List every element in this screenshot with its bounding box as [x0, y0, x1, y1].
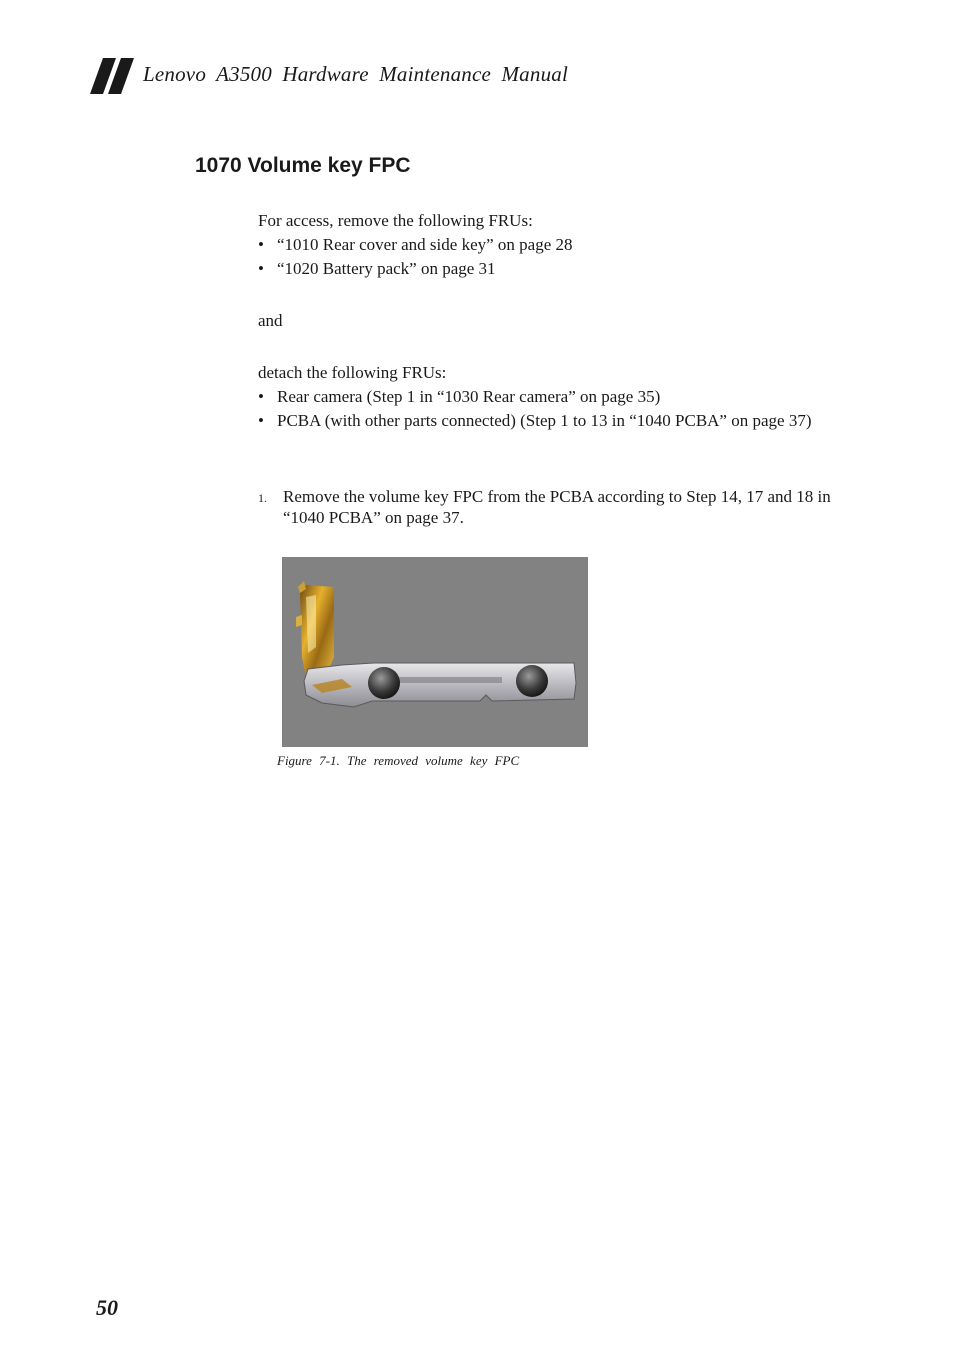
- header-title: Lenovo A3500 Hardware Maintenance Manual: [143, 62, 569, 86]
- bullet-icon: •: [258, 259, 264, 278]
- double-slash-icon: [90, 58, 134, 94]
- detach-intro: detach the following FRUs:: [258, 363, 447, 382]
- access-intro: For access, remove the following FRUs:: [258, 211, 533, 230]
- figure-photo: [282, 557, 588, 747]
- list-item-text: PCBA (with other parts connected) (Step 1 to 13 in “1040 PCBA” on page 37): [277, 411, 812, 430]
- list-item: [258, 385, 660, 409]
- page-number: 50: [96, 1295, 118, 1320]
- step-text: Remove the volume key FPC from the PCBA according to Step 14, 17 and 18 in “1040 PCBA” on page 37.: [283, 487, 831, 527]
- section-title: 1070 Volume key FPC: [195, 154, 411, 177]
- list-item: [258, 257, 496, 281]
- figure-caption: Figure 7-1. The removed volume key FPC: [277, 753, 520, 768]
- list-item-text: “1010 Rear cover and side key” on page 28: [277, 235, 573, 254]
- step-number: 1.: [258, 491, 267, 505]
- list-item: [258, 233, 573, 257]
- list-item-text: Rear camera (Step 1 in “1030 Rear camera” on page 35): [277, 387, 661, 406]
- bullet-icon: •: [258, 235, 264, 254]
- list-item: [258, 409, 811, 433]
- list-item-text: “1020 Battery pack” on page 31: [277, 259, 496, 278]
- bullet-icon: •: [258, 411, 264, 430]
- volume-key-fpc-image: [282, 557, 588, 747]
- and-text: and: [258, 311, 283, 330]
- bullet-icon: •: [258, 387, 264, 406]
